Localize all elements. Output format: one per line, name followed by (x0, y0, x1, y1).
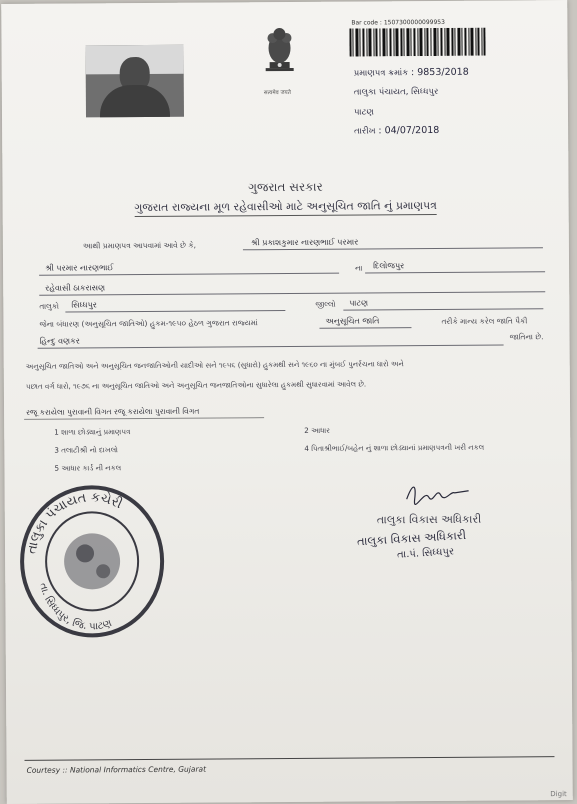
father-name: શ્રી પરમાર નારણભાઈ (45, 263, 114, 273)
caste-value: હિન્દુ વણકર (39, 336, 80, 346)
footer-credit: Courtesy :: National Informatics Centre, Gujarat (26, 764, 207, 775)
recognized-text: તરીકે માન્ય કરેલ જાતિ પૈકી (441, 316, 528, 326)
office-seal-stamp (17, 481, 168, 642)
officer-title: તાલુકા વિકાસ અધિકારી (376, 512, 482, 527)
handwritten-office: તા.પં. સિધ્ધપુર (396, 546, 455, 561)
order-text: જેના બંધારણ (અનુસૂચિત જાતિઓ) હુકમ-૧૯૫૦ હેઠળ ગુજરાત રાજ્યમાં (39, 318, 258, 329)
date-value: : 04/07/2018 (378, 124, 440, 137)
category-underline (319, 327, 411, 329)
corner-text: Digit (550, 790, 567, 799)
office-name: તાલુકા પંચાયત, સિધ્ધપુર (353, 86, 439, 98)
legal-paragraph-line-2: પછાત વર્ગ ધારો, ૧૯૭૬ ના અનુસૂચિત જાતિઓ અને અનુસૂચિત જનજાતિઓના સુધારેલા હુકમથી સુધારવામાં આવેલ છે. (25, 379, 367, 391)
cert-number-label: પ્રમાણપત્ર ક્રમાંક (353, 68, 409, 79)
taluka-underline (65, 310, 285, 313)
national-emblem-icon (257, 22, 301, 86)
handwritten-title: તાલુકા વિકાસ અધિકારી (356, 527, 467, 549)
emblem-caption: सत्यमेव जयते (263, 89, 291, 97)
barcode (349, 28, 485, 57)
cert-number-row (354, 67, 469, 79)
signature-scribble-icon (403, 481, 473, 505)
document-item: 5 આધાર કાર્ડ ની નકલ (54, 463, 122, 473)
residence-underline (39, 291, 545, 296)
document-item: 2 આધાર (304, 425, 331, 435)
certificate-subtitle (3, 198, 569, 216)
taluka-label: તાલુકો (39, 301, 60, 311)
category-value: અનુસૂચિત જાતિ (325, 316, 380, 326)
date-label: તારીખ (354, 126, 376, 137)
document-item: 1 શાળા છોડ્યાનું પ્રમાણપત્ર (54, 427, 131, 437)
certificate-heading: ગુજરાત સરકાર (248, 179, 323, 195)
district-label: જીલ્લો (315, 299, 336, 309)
village-underline (365, 271, 545, 273)
stamp-ring-bottom: તા. સિધ્ધપુર, જિ. પાટણ (37, 581, 114, 633)
belongs-text: જાતિના છે. (509, 332, 544, 342)
document-item: 3 તલાટીશ્રી નો દાખલો (54, 445, 118, 455)
certificate-subtitle-text: ગુજરાત રાજ્યના મૂળ રહેવાસીઓ માટે અનુસૂચિત જાતિ નું પ્રમાણપત્ર (134, 199, 437, 217)
applicant-name: શ્રી પ્રકાશકુમાર નારણભાઈ પરમાર (250, 237, 359, 248)
district-underline (343, 308, 543, 310)
taluka-value: સિધ્ધપુર (71, 300, 97, 310)
stamp-ring-top: તાલુકા પંચાયત કચેરી (24, 490, 125, 556)
applicant-photo (86, 45, 185, 118)
caste-underline (38, 344, 504, 348)
documents-heading: રજૂ કરાયેલા પુરાવાની વિગત રજૂ કરાયેલા પુરાવાની વિગત (26, 406, 200, 417)
village-value: દિલોજપુર (373, 261, 405, 271)
cert-number-value: : 9853/2018 (410, 66, 469, 79)
village-label: ના (355, 263, 363, 273)
footer-divider (24, 756, 554, 761)
certificate-page (1, 0, 573, 804)
document-item: 4 પિતાશ્રીભાઈ/બહેન નું શાળા છોડ્યાનાં પ્રમાણપત્રની ખરી નકલ (304, 442, 485, 453)
legal-paragraph-line-1: અનુસૂચિત જાતિઓ અને અનુસૂચિત જનજાતિઓની યાદીઓ સને ૧૯૫૬ (સુધારો) હુકમથી સને ૧૯૬૦ ના મુંબઈ પુનર્રચના ધારો અને (25, 359, 404, 371)
residence-value: રહેવાસી ઠાકરાસણ (45, 283, 106, 293)
district-name: પાટણ (353, 107, 374, 118)
date-row (354, 125, 439, 137)
district-value: પાટણ (349, 298, 369, 308)
barcode-number: Bar code : 1507300000099953 (351, 18, 445, 27)
intro-label: આથી પ્રમાણપત્ર આપવામાં આવે છે કે, (82, 240, 197, 251)
